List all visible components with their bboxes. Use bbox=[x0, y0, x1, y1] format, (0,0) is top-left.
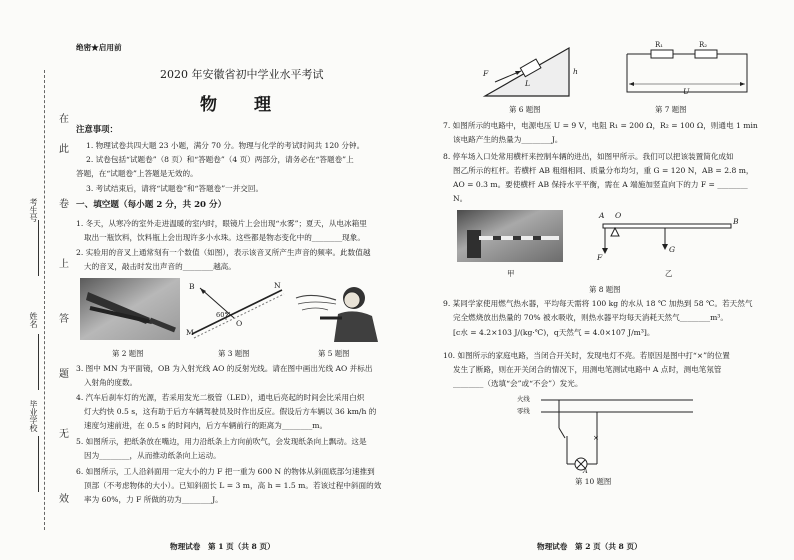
question-10-line: 发生了断路，则在开关闭合的情况下，用测电笔测试电路中 A 点时，测电笔氖管 bbox=[453, 365, 722, 374]
figure-sub-caption: 甲 bbox=[507, 269, 515, 278]
height-label: h bbox=[573, 67, 578, 76]
point-a-label: A bbox=[599, 211, 605, 220]
question-9-line: 9. 某同学家使用燃气热水器，平均每天需将 100 kg 的水从 18 ℃ 加热到 58 ℃。若天然气 bbox=[443, 299, 753, 308]
question-6-line: 顶部（不考虑物体的大小）。已知斜面长 L = 3 m，高 h = 1.5 m。若该过程中斜面的效 bbox=[84, 481, 382, 490]
note-line: 3. 考试结束后，请将“试题卷”和“答题卷”一并交回。 bbox=[86, 184, 264, 193]
exam-page-2 bbox=[397, 0, 794, 560]
force-f-label: F bbox=[597, 253, 603, 262]
figure-caption: 第 7 题图 bbox=[655, 105, 687, 114]
notes-title: 注意事项： bbox=[76, 124, 118, 134]
question-8-line: AO = 0.3 m。要使横杆 AB 保持水平平衡，需在 A 端施加竖直向下的力 F = ________ bbox=[453, 180, 748, 189]
resistor-2-label: R₂ bbox=[699, 41, 708, 49]
figure-caption: 第 8 题图 bbox=[589, 285, 621, 294]
secret-label: 绝密★启用前 bbox=[76, 43, 122, 52]
figure-caption: 第 10 题图 bbox=[575, 477, 612, 486]
voltage-label: U bbox=[683, 87, 690, 96]
mirror-figure bbox=[186, 280, 286, 342]
subject-title: 物 理 bbox=[200, 95, 281, 115]
exam-title: 2020 年安徽省初中学业水平考试 bbox=[160, 68, 324, 81]
gutter-char: 此 bbox=[59, 144, 69, 155]
gutter-char: 上 bbox=[59, 259, 69, 270]
question-3-line: 3. 图中 MN 为平面镜，OB 为入射光线 AO 的反射光线。请在图中画出光线 AO 并标出 bbox=[76, 364, 373, 373]
question-1-line: 1. 冬天，从寒冷的室外走进温暖的室内时，眼镜片上会出现“水雾”；夏天，从电冰箱里 bbox=[76, 219, 367, 228]
question-6-line: 率为 60%，力 F 所做的功为________J。 bbox=[84, 495, 223, 504]
point-o-label: O bbox=[615, 211, 622, 220]
school-line bbox=[38, 436, 39, 492]
parking-barrier-photo bbox=[457, 210, 563, 262]
question-10-line: 10. 如图所示的家庭电路，当闭合开关时，发现电灯不亮。若原因是图中打“×”的位置 bbox=[443, 351, 730, 360]
blowing-paper-figure bbox=[292, 278, 382, 344]
point-a-label: A bbox=[583, 467, 588, 475]
question-1-line: 取出一瓶饮料，饮料瓶上会出现许多小水珠。这些都是物态变化中的________现象。 bbox=[84, 233, 365, 242]
circuit-figure bbox=[619, 40, 755, 100]
note-line: 答题，在“试题卷”上答题是无效的。 bbox=[76, 169, 198, 178]
svg-text:×: × bbox=[593, 434, 599, 442]
page-footer: 物理试卷 第 2 页（共 8 页） bbox=[537, 542, 642, 551]
note-line: 2. 试卷包括“试题卷”（8 页）和“答题卷”（4 页）两部分，请务必在“答题卷”上 bbox=[86, 155, 354, 164]
question-2-line: 2. 实验用的音叉上通常刻有一个数值（如图），表示该音叉所产生声音的频率。此数值越 bbox=[76, 248, 371, 257]
question-8-line: N。 bbox=[453, 194, 468, 203]
page-footer: 物理试卷 第 1 页（共 8 页） bbox=[170, 542, 275, 551]
question-4-line: 速度匀速前进，在 0.5 s 的时间内，后方车辆前行的距离为________m。 bbox=[84, 421, 328, 430]
force-label: F bbox=[483, 69, 489, 78]
figure-caption: 第 2 题图 bbox=[112, 349, 144, 358]
tuning-fork-figure bbox=[80, 278, 180, 340]
label-m: M bbox=[186, 328, 194, 337]
name-label: 姓名 bbox=[29, 312, 38, 328]
question-5-line: 因为________，从而推动纸条向上运动。 bbox=[84, 451, 221, 460]
question-8-line: 8. 停车场入口处常用横杆来控制车辆的进出，如图甲所示。我们可以把该装置简化成如 bbox=[443, 152, 734, 161]
name-line bbox=[38, 334, 39, 390]
question-5-line: 5. 如图所示，把纸条放在嘴边，用力沿纸条上方向前吹气，会发现纸条向上飘动。这是 bbox=[76, 437, 367, 446]
label-b: B bbox=[189, 282, 195, 291]
gutter-char: 效 bbox=[59, 494, 69, 505]
question-4-line: 4. 汽车后刹车灯的光源，若采用发光二极管（LED），通电后亮起的时间会比采用白炽 bbox=[76, 393, 365, 402]
live-wire-label: 火线 bbox=[517, 395, 530, 403]
question-10-line: ________（选填“会”或“不会”）发光。 bbox=[453, 379, 583, 388]
section-heading: 一、填空题（每小题 2 分，共 20 分） bbox=[76, 200, 227, 210]
question-9-line: 完全燃烧放出热量的 70% 被水吸收，则热水器平均每天消耗天然气________m³。 bbox=[453, 313, 728, 322]
label-o: O bbox=[236, 319, 243, 328]
question-6-line: 6. 如图所示，工人沿斜面用一定大小的力 F 把一重为 600 N 的物体从斜面底部匀速推到 bbox=[76, 467, 375, 476]
gutter-char: 无 bbox=[59, 429, 69, 440]
question-8-line: 图乙所示的杠杆。若横杆 AB 粗细相同、质量分布均匀，重 G = 120 N，AB = 2.8 m， bbox=[453, 166, 754, 175]
question-9-line: [c水 = 4.2×103 J/(kg·℃)，q天然气 = 4.0×107 J/m³]。 bbox=[453, 328, 655, 337]
question-4-line: 灯大约快 0.5 s，这有助于后方车辆驾驶员及时作出反应。假设后方车辆以 36 km/h 的 bbox=[84, 407, 377, 416]
question-3-line: 入射角的度数。 bbox=[84, 378, 138, 387]
gutter-char: 题 bbox=[59, 369, 69, 380]
household-circuit-figure bbox=[517, 392, 697, 475]
gutter-char: 答 bbox=[59, 314, 69, 325]
binding-line bbox=[44, 70, 46, 530]
resistor-1-label: R₁ bbox=[655, 41, 664, 49]
question-2-line: 大的音叉，敲击时发出声音的________越高。 bbox=[84, 262, 236, 271]
question-7-line: 该电路产生的热量为________J。 bbox=[453, 135, 563, 144]
candidate-number-label: 考生号 bbox=[29, 198, 38, 222]
note-line: 1. 物理试卷共四大题 23 小题，满分 70 分。物理与化学的考试时间共 120 分钟。 bbox=[86, 141, 365, 150]
point-b-label: B bbox=[733, 217, 739, 226]
incline-figure bbox=[477, 40, 587, 100]
figure-caption: 第 3 题图 bbox=[218, 349, 250, 358]
gutter-char: 卷 bbox=[59, 199, 69, 210]
length-label: L bbox=[525, 79, 531, 88]
figure-caption: 第 5 题图 bbox=[318, 349, 350, 358]
school-label: 毕业学校 bbox=[29, 400, 38, 432]
question-7-line: 7. 如图所示的电路中，电源电压 U = 9 V，电阻 R₁ = 200 Ω，R₂ = 100 Ω，则通电 1 min bbox=[443, 121, 758, 130]
figure-sub-caption: 乙 bbox=[665, 269, 673, 278]
gutter-char: 在 bbox=[59, 114, 69, 125]
lever-diagram bbox=[593, 210, 743, 272]
label-n: N bbox=[274, 281, 281, 290]
figure-caption: 第 6 题图 bbox=[509, 105, 541, 114]
gravity-label: G bbox=[669, 245, 676, 254]
angle-label: 60° bbox=[216, 311, 228, 319]
candidate-number-line bbox=[38, 220, 39, 276]
neutral-wire-label: 零线 bbox=[517, 407, 530, 415]
